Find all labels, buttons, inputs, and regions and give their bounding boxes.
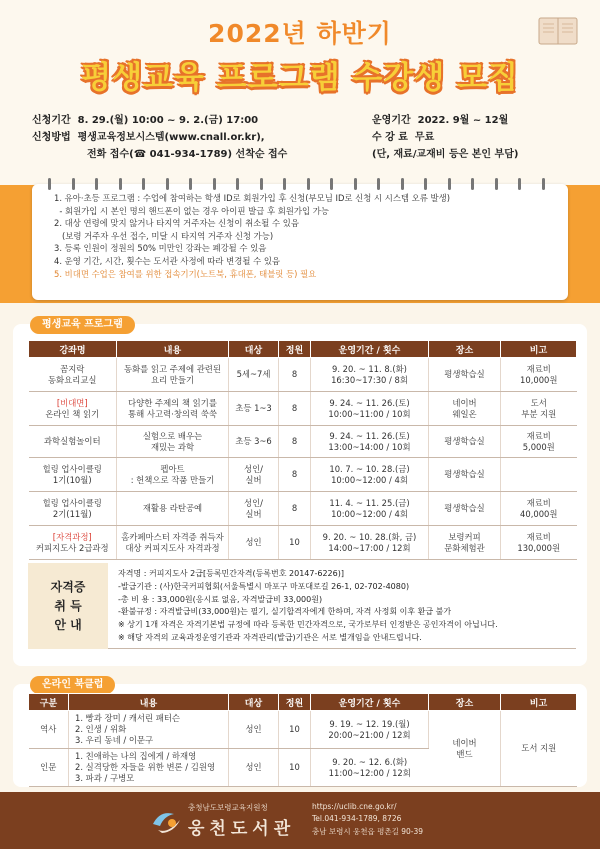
note-item: 5. 비대면 수업은 참여를 위한 접속기기(노트북, 휴대폰, 태블릿 등) 필요 (54, 268, 317, 279)
col-header: 내용 (117, 341, 229, 358)
cert-line: ※ 상기 1개 자격은 자격기본법 규정에 따라 등록한 민간자격으로, 국가로부터 인정받은 공인자격이 아닙니다. (118, 620, 498, 630)
title-line1: 2022년 하반기 (208, 19, 392, 48)
table-cell: 8 (279, 426, 311, 458)
binder-ring (377, 178, 380, 190)
table-row (29, 358, 577, 392)
binder-ring (142, 178, 145, 190)
programs-table (28, 340, 577, 560)
table-cell: 10 (279, 526, 311, 560)
binder-ring (189, 178, 192, 190)
table-cell: 성인 (229, 526, 279, 560)
binder-ring (260, 178, 263, 190)
col-header: 장소 (429, 341, 501, 358)
table-cell: 8 (279, 492, 311, 526)
table-row (29, 711, 577, 749)
table-cell: 평생학습실 (429, 426, 501, 458)
course-name: 과학실험놀이터 (43, 436, 101, 446)
note-item: - 회원가입 시 본인 명의 핸드폰이 없는 경우 아이핀 발급 후 회원가입 가능 (54, 205, 329, 216)
table-cell: 인문 (29, 749, 69, 787)
table-cell: 성인 (229, 749, 279, 787)
table-cell: 1. 빵과 장미 / 캐서린 패터슨 2. 인생 / 위화 3. 우리 동네 / 이문구 (69, 711, 229, 749)
binder-ring (283, 178, 286, 190)
col-header: 운영기간 / 횟수 (311, 694, 429, 711)
col-header: 구분 (29, 694, 69, 711)
logo-icon (150, 806, 184, 836)
table-cell: 10 (279, 711, 311, 749)
run-label: 운영기간 (372, 115, 411, 126)
binder-ring (166, 178, 169, 190)
table-cell: 보령커피 문화체험관 (429, 526, 501, 560)
table-cell: 네이버 밴드 (429, 711, 501, 787)
table-cell: 평생학습실 (429, 492, 501, 526)
book-icon (536, 14, 580, 48)
table-cell: 5세~7세 (229, 358, 279, 392)
title-line2: 평생교육 프로그램 수강생 모집 (81, 60, 519, 96)
col-header: 운영기간 / 횟수 (311, 341, 429, 358)
binder-ring (119, 178, 122, 190)
course-tag: [비대면] (56, 397, 88, 408)
col-header: 강좌명 (29, 341, 117, 358)
table-cell: 네이버 웨일온 (429, 392, 501, 426)
binder-ring (542, 178, 545, 190)
footer-url[interactable]: https://uclib.cne.go.kr/ (312, 802, 397, 811)
table-cell: 펩아트 : 헌책으로 작품 만들기 (117, 458, 229, 492)
footer-tel: Tel.041-934-1789, 8726 (312, 814, 402, 823)
col-header: 장소 (429, 694, 501, 711)
table-cell (501, 458, 577, 492)
table-cell: 9. 20. ~ 10. 28.(화, 금) 14:00~17:00 / 12회 (311, 526, 429, 560)
course-name: 힐링 업사이클링 2기(11월) (42, 497, 102, 519)
table-cell: 8 (279, 358, 311, 392)
binder-ring (495, 178, 498, 190)
course-tag: [자격과정] (52, 531, 92, 542)
binder-ring (471, 178, 474, 190)
fee-value: 무료 (414, 132, 435, 143)
col-header: 정원 (279, 694, 311, 711)
footer-addr: 충남 보령시 웅천읍 평촌길 90-39 (312, 827, 424, 836)
run-value: 2022. 9월 ~ 12월 (417, 115, 509, 126)
col-header: 대상 (229, 341, 279, 358)
table-cell: 9. 24. ~ 11. 26.(토) 13:00~14:00 / 10회 (311, 426, 429, 458)
table-cell: 재료비 130,000원 (501, 526, 577, 560)
table-cell: 11. 4. ~ 11. 25.(금) 10:00~12:00 / 4회 (311, 492, 429, 526)
method-label: 신청방법 (32, 132, 71, 143)
col-header: 비고 (501, 694, 577, 711)
col-header: 대상 (229, 694, 279, 711)
table-cell: 재료비 40,000원 (501, 492, 577, 526)
table-cell: 9. 20. ~ 11. 8.(화) 16:30~17:30 / 8회 (311, 358, 429, 392)
table-cell: 초등 1~3 (229, 392, 279, 426)
table-row (29, 458, 577, 492)
cert-info (28, 563, 576, 649)
binder-ring (518, 178, 521, 190)
binder-ring (72, 178, 75, 190)
binder-ring (236, 178, 239, 190)
course-name: 힐링 업사이클링 1기(10월) (42, 463, 102, 485)
course-name-cell (29, 458, 117, 492)
col-header: 정원 (279, 341, 311, 358)
table-cell: 재료비 5,000원 (501, 426, 577, 458)
table-cell: 역사 (29, 711, 69, 749)
table-cell: 성인/ 실버 (229, 492, 279, 526)
info-right (372, 112, 518, 163)
note-item: 4. 운영 기간, 시간, 횟수는 도서관 사정에 따라 변경될 수 있음 (54, 255, 281, 266)
table-cell: 실험으로 배우는 재밌는 과학 (117, 426, 229, 458)
table-cell: 도서 지원 (501, 711, 577, 787)
course-name-cell (29, 392, 117, 426)
period-value: 8. 29.(월) 10:00 ~ 9. 2.(금) 17:00 (77, 115, 259, 126)
binder-ring (95, 178, 98, 190)
cert-label (28, 563, 108, 649)
table-row (29, 392, 577, 426)
note-item: 1. 유아·초등 프로그램 : 수업에 참여하는 학생 ID로 회원가입 후 신청(부모님 ID로 신청 시 시스템 오류 발생) (54, 193, 450, 203)
notes-card (32, 184, 568, 300)
footer (0, 792, 600, 849)
table-cell: 1. 친애하는 나의 집에게 / 하재영 2. 실격당한 자들을 위한 변론 / 김원영 3. 파과 / 구병모 (69, 749, 229, 787)
table-cell: 초등 3~6 (229, 426, 279, 458)
course-name-cell (29, 492, 117, 526)
course-name: 온라인 책 읽기 (45, 408, 100, 419)
table-row (29, 526, 577, 560)
footer-library: 웅천도서관 (188, 819, 296, 839)
cert-label-line: 취 득 (54, 598, 82, 613)
method-value1: 평생교육정보시스템(www.cnall.or.kr), (77, 132, 265, 143)
cert-line: -발급기관 : (사)한국커피협회(서울특별시 마포구 마포대로길 26-1, 02-702-4080) (118, 581, 410, 591)
table-cell: 성인/ 실버 (229, 458, 279, 492)
table-cell: 8 (279, 392, 311, 426)
table-cell: 재료비 10,000원 (501, 358, 577, 392)
table-cell: 도서 부분 지원 (501, 392, 577, 426)
table-cell: 9. 24. ~ 11. 26.(토) 10:00~11:00 / 10회 (311, 392, 429, 426)
table-cell: 평생학습실 (429, 458, 501, 492)
table-cell: 9. 19. ~ 12. 19.(월) 20:00~21:00 / 12회 (311, 711, 429, 749)
binder-ring (401, 178, 404, 190)
table-cell: 다양한 주제의 책 읽기를 통해 사고력·창의력 쑥쑥 (117, 392, 229, 426)
table-cell: 평생학습실 (429, 358, 501, 392)
bookclub-tag: 온라인 북클럽 (30, 676, 115, 694)
note-item: (보령 거주자 우선 접수, 미달 시 타지역 거주자 신청 가능) (54, 230, 274, 241)
table-row (29, 426, 577, 458)
period-label: 신청기간 (32, 115, 71, 126)
cert-label-line: 안 내 (54, 617, 82, 632)
cert-label-line: 자격증 (50, 579, 86, 594)
table-cell: 성인 (229, 711, 279, 749)
note-item: 2. 대상 연령에 맞지 않거나 타지역 거주자는 신청이 취소될 수 있음 (54, 218, 299, 229)
fee-label: 수 강 료 (372, 132, 408, 143)
table-cell: 10. 7. ~ 10. 28.(금) 10:00~12:00 / 4회 (311, 458, 429, 492)
table-row (29, 492, 577, 526)
info-left (32, 112, 287, 163)
cert-line: 자격명 : 커피지도사 2급[등록민간자격(등록번호 20147-6226)] (118, 569, 344, 578)
course-name-cell (29, 426, 117, 458)
binder-ring (448, 178, 451, 190)
cert-line: ※ 해당 자격의 교육과정운영기관과 자격관리(발급)기관은 서로 별개임을 안내드립니다. (118, 632, 422, 642)
course-name: 꼼지락 동화요리교실 (47, 363, 97, 385)
cert-line: -총 비 용 : 33,000원(응시료 없음, 자격발급비 33,000원) (118, 594, 323, 604)
course-name-cell (29, 526, 117, 560)
cert-line: -환불규정 : 자격발급비(33,000원)는 필기, 실기합격자에게 한하며, 자격 사정회 이후 환급 불가 (118, 607, 452, 617)
method-value2: 전화 접수(☎ 041-934-1789) 선착순 접수 (87, 149, 288, 160)
table-cell: 홈카페마스터 자격증 취득자 대상 커피지도사 자격과정 (117, 526, 229, 560)
col-header: 내용 (69, 694, 229, 711)
bookclub-table (28, 693, 577, 787)
binder-ring (307, 178, 310, 190)
table-cell: 9. 20. ~ 12. 6.(화) 11:00~12:00 / 12회 (311, 749, 429, 787)
binder-ring (48, 178, 51, 190)
table-cell: 동화를 읽고 주제에 관련된 요리 만들기 (117, 358, 229, 392)
binder-ring (330, 178, 333, 190)
col-header: 비고 (501, 341, 577, 358)
fee-note: (단, 재료/교재비 등은 본인 부담) (372, 149, 519, 160)
binder-ring (213, 178, 216, 190)
table-cell: 8 (279, 458, 311, 492)
programs-tag: 평생교육 프로그램 (30, 316, 135, 334)
table-cell: 10 (279, 749, 311, 787)
course-name: 커피지도사 2급과정 (35, 542, 109, 553)
note-item: 3. 등록 인원이 정원의 50% 미만인 강좌는 폐강될 수 있음 (54, 243, 267, 254)
binder-ring (354, 178, 357, 190)
course-name-cell (29, 358, 117, 392)
binder-ring (424, 178, 427, 190)
footer-org: 충청남도보령교육지원청 (188, 803, 268, 812)
table-cell: 재활용 라탄공예 (117, 492, 229, 526)
